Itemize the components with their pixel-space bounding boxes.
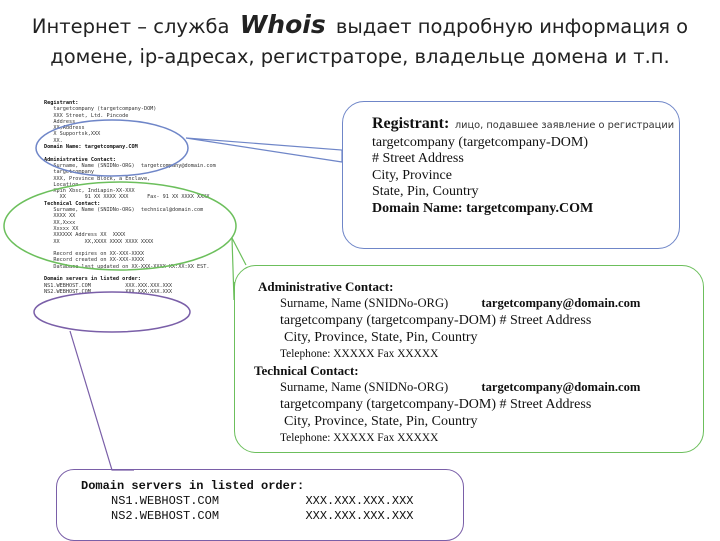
title-line-2: домене, ip-адресах, регистраторе, владельце домена и т.п. xyxy=(50,45,670,68)
doc-ns1: NS1.WEBHOST.COM XXX.XXX.XXX.XXX xyxy=(44,282,173,289)
ns2-ip: XXX.XXX.XXX.XXX xyxy=(305,509,414,523)
registrant-line-4: State, Pin, Country xyxy=(372,184,479,200)
doc-filler-3: Surname, Name (SNIDNo-ORG) technical@domain.com XXXX XX XX,Xxxx Xxxxx XX XXXXXX Address XX XXXX XX XX,XXXX XXXX XXXX XXXX Record expires on XX-XXX-XXXX Record created on XX-XXX-XXXX Database last updated on XX-XXX-XXXX XX:XX:XX EST. xyxy=(53,207,210,270)
title-part-1: Интернет – служба xyxy=(31,15,230,38)
admin-contact-label: Administrative Contact: xyxy=(258,279,394,294)
domain-servers-label: Domain servers in listed order: xyxy=(81,479,305,493)
tech-contact-name: Surname, Name (SNIDNo-ORG) xyxy=(280,380,449,394)
domain-server-row-1 xyxy=(81,494,463,509)
admin-contact-phone: Telephone: XXXXX Fax XXXXX xyxy=(280,348,439,360)
doc-admin-head: Administrative Contact: xyxy=(44,156,116,163)
ns1-host: NS1.WEBHOST.COM xyxy=(111,494,220,508)
doc-ns2: NS2.WEBHOST.COM XXX.XXX.XXX.XXX xyxy=(44,288,173,295)
doc-servers-head: Domain servers in listed order: xyxy=(44,276,141,283)
admin-contact-email: targetcompany@domain.com xyxy=(481,296,641,310)
ns2-host: NS2.WEBHOST.COM xyxy=(111,509,220,523)
registrant-line-3: City, Province xyxy=(372,167,452,183)
domain-server-row-2 xyxy=(81,509,463,524)
admin-contact-org: targetcompany (targetcompany-DOM) # Street Address xyxy=(280,313,592,328)
registrant-label: Registrant: xyxy=(372,115,450,132)
doc-filler-1: targetcompany (targetcompany-DOM) XXX Street, Ltd. Pincode Address XX,Address X Supportsk,XXX XX. xyxy=(53,106,157,144)
registrant-connector xyxy=(186,138,342,162)
doc-domain: Domain Name: targetcompany.COM xyxy=(44,144,138,151)
title-emphasis: Whois xyxy=(239,10,326,39)
contacts-connector-line xyxy=(232,238,246,265)
doc-registrant-head: Registrant: xyxy=(44,100,79,106)
contacts-highlight-ellipse xyxy=(4,182,236,270)
registrant-domain: Domain Name: targetcompany.COM xyxy=(372,200,594,216)
tech-contact-org: targetcompany (targetcompany-DOM) # Street Address xyxy=(280,397,592,412)
doc-tech-head: Technical Contact: xyxy=(44,200,101,207)
tech-contact-name-row xyxy=(258,379,698,396)
registrant-line-1: targetcompany (targetcompany-DOM) xyxy=(372,134,589,150)
tech-contact-label: Technical Contact: xyxy=(254,363,359,378)
registrant-line-2: # Street Address xyxy=(372,151,464,167)
tech-contact-phone: Telephone: XXXXX Fax XXXXX xyxy=(280,432,439,444)
registrant-highlight-ellipse xyxy=(36,120,188,176)
tech-contact-city: City, Province, State, Pin, Country xyxy=(284,414,478,429)
registrant-note: лицо, подавшее заявление о регистрации xyxy=(454,120,675,131)
doc-filler-2: Surname, Name (SNIDNo-ORG) targetcompany@domain.com targetcompany XXX, Province Block, a Enclave, Location Xpin Xbsc, Indiapin-XX-XXX XX 91 XX XXXX XXX Fax- 91 XX XXXX XXXX xyxy=(53,162,216,201)
domain-servers-callout xyxy=(56,469,464,541)
contacts-block xyxy=(254,279,698,447)
admin-contact-name: Surname, Name (SNIDNo-ORG) xyxy=(280,296,449,310)
admin-contact-name-row xyxy=(258,295,698,312)
registrant-block xyxy=(372,116,702,218)
servers-connector xyxy=(70,331,134,470)
servers-highlight-ellipse xyxy=(34,292,190,332)
tech-contact-email: targetcompany@domain.com xyxy=(481,380,641,394)
admin-contact-city: City, Province, State, Pin, Country xyxy=(284,330,478,345)
ns1-ip: XXX.XXX.XXX.XXX xyxy=(305,494,414,508)
title-part-2: выдает подробную информация о xyxy=(335,15,689,38)
